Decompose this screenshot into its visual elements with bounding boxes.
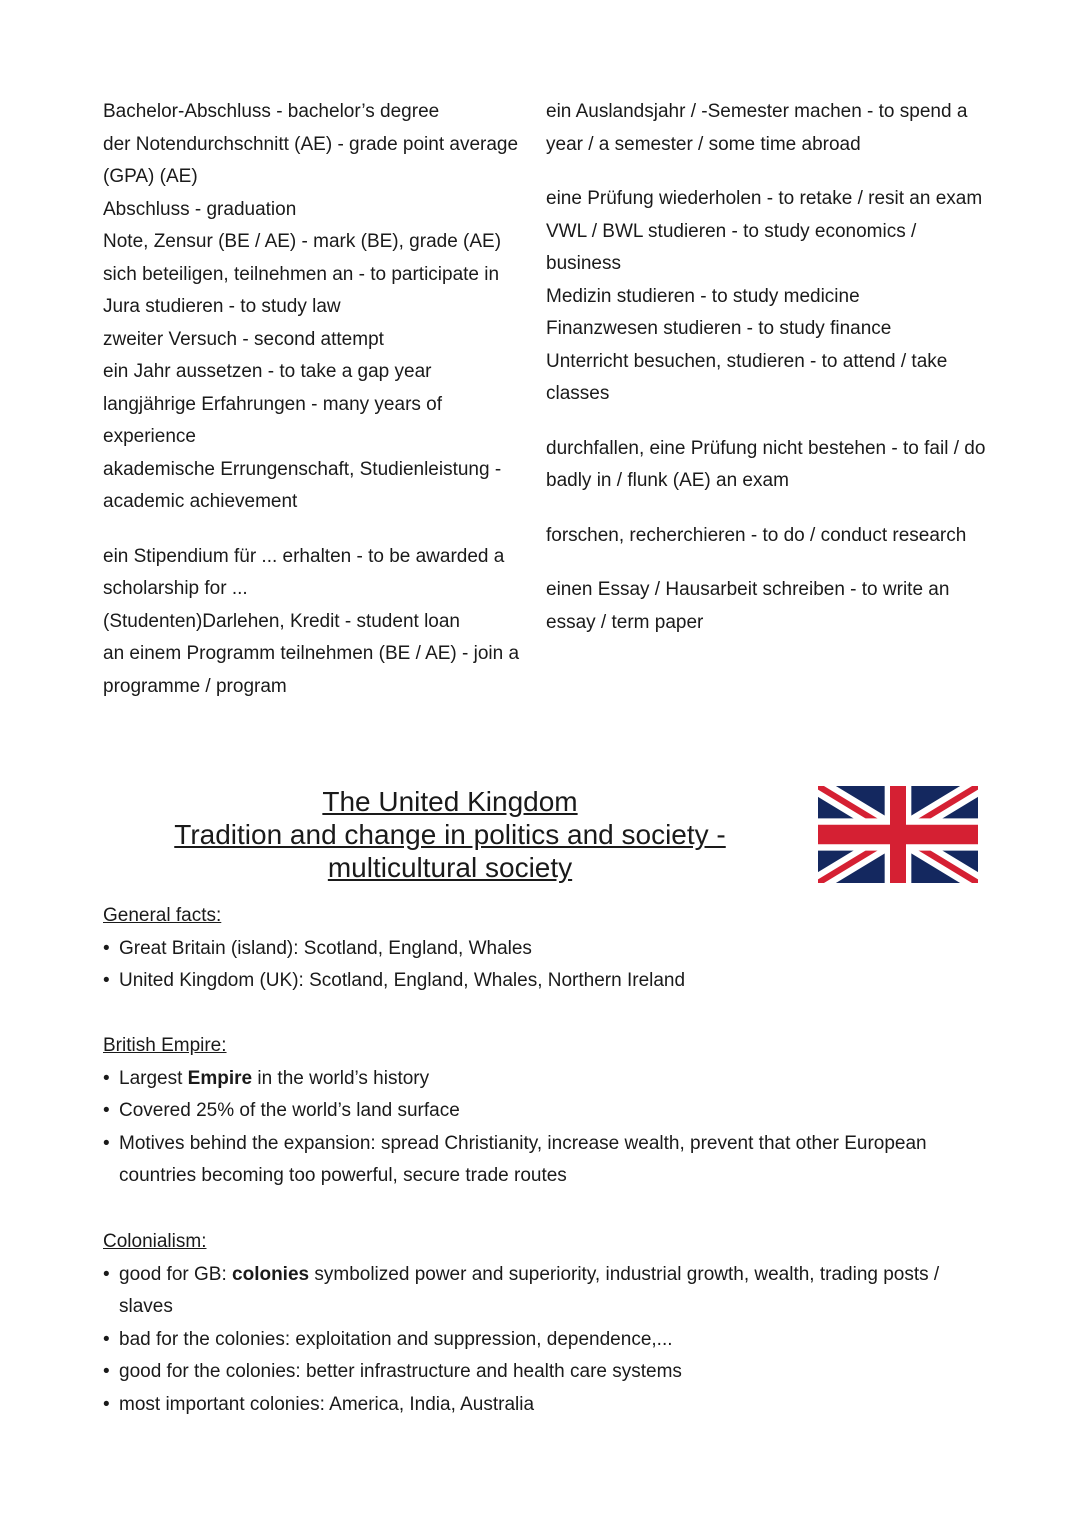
vocab-entry: Bachelor-Abschluss - bachelor’s degree bbox=[103, 101, 440, 122]
vocab-entry: Unterricht besuchen, studieren - to attend / take classes bbox=[546, 350, 948, 404]
vocab-entry: VWL / BWL studieren - to study economics / business bbox=[546, 220, 917, 274]
vocab-entry: Jura studieren - to study law bbox=[103, 296, 341, 317]
list-item: • bad for the colonies: exploitation and suppression, dependence,... bbox=[103, 1324, 993, 1357]
vocab-entry: ein Auslandsjahr / -Semester machen - to spend a year / a semester / some time abroad bbox=[546, 101, 968, 155]
list-item: • Great Britain (island): Scotland, England, Whales bbox=[103, 933, 993, 966]
vocab-entry: Medizin studieren - to study medicine bbox=[546, 285, 860, 307]
vocab-entry: Abschluss - graduation bbox=[103, 198, 297, 220]
title-line: multicultural society bbox=[327, 852, 573, 883]
vocab-group bbox=[103, 96, 533, 519]
vocab-entry: an einem Programm teilnehmen (BE / AE) - join a programme / program bbox=[103, 643, 520, 697]
vocab-entry: akademische Errungenschaft, Studienleistung - academic achievement bbox=[103, 458, 502, 512]
vocab-group bbox=[546, 520, 986, 553]
text: in the world’s history bbox=[252, 1067, 430, 1089]
vocab-group bbox=[546, 96, 986, 161]
list-item: • Motives behind the expansion: spread Christianity, increase wealth, prevent that other European countries becoming too powerful, secure trade routes bbox=[103, 1128, 993, 1193]
vocab-column-left bbox=[103, 96, 533, 703]
vocab-entry: einen Essay / Hausarbeit schreiben - to write an essay / term paper bbox=[546, 579, 950, 633]
vocab-group bbox=[103, 541, 533, 704]
list-item: • most important colonies: America, India, Australia bbox=[103, 1389, 993, 1422]
section-title: British Empire: bbox=[103, 1035, 227, 1056]
list-item: • United Kingdom (UK): Scotland, England, Whales, Northern Ireland bbox=[103, 965, 993, 998]
vocab-entry: sich beteiligen, teilnehmen an - to participate in bbox=[103, 263, 500, 285]
vocab-group bbox=[546, 183, 986, 411]
general-facts-section bbox=[103, 900, 993, 998]
list-item bbox=[103, 1259, 993, 1324]
text: symbolized power and superiority, industrial growth, wealth, trading posts / slaves bbox=[119, 1263, 940, 1317]
vocab-entry: langjährige Erfahrungen - many years of experience bbox=[103, 393, 443, 447]
section-title: Colonialism: bbox=[103, 1231, 207, 1252]
vocab-entry: ein Stipendium für ... erhalten - to be awarded a scholarship for ... bbox=[103, 545, 505, 599]
title-line: The United Kingdom bbox=[322, 786, 578, 817]
colonialism-section bbox=[103, 1226, 993, 1421]
bold-term: colonies bbox=[232, 1263, 310, 1285]
vocab-entry: zweiter Versuch - second attempt bbox=[103, 328, 384, 350]
vocab-entry: eine Prüfung wiederholen - to retake / resit an exam bbox=[546, 188, 983, 209]
page-title bbox=[150, 785, 750, 884]
vocab-column-right bbox=[546, 96, 986, 639]
british-empire-section bbox=[103, 1030, 993, 1193]
vocab-entry: Finanzwesen studieren - to study finance bbox=[546, 318, 892, 339]
union-jack-flag-icon bbox=[818, 786, 978, 883]
text: Largest bbox=[119, 1067, 188, 1089]
list-item: • Covered 25% of the world’s land surface bbox=[103, 1095, 993, 1128]
vocab-entry: forschen, recherchieren - to do / conduct research bbox=[546, 524, 967, 546]
vocab-entry: (Studenten)Darlehen, Kredit - student loan bbox=[103, 610, 460, 632]
title-line: Tradition and change in politics and society - bbox=[174, 819, 726, 850]
vocab-entry: der Notendurchschnitt (AE) - grade point average (GPA) (AE) bbox=[103, 133, 519, 187]
vocab-group bbox=[546, 574, 986, 639]
section-title: General facts: bbox=[103, 905, 222, 926]
vocab-entry: durchfallen, eine Prüfung nicht bestehen - to fail / do badly in / flunk (AE) an exam bbox=[546, 437, 986, 491]
vocab-entry: ein Jahr aussetzen - to take a gap year bbox=[103, 361, 432, 382]
vocab-entry: Note, Zensur (BE / AE) - mark (BE), grade (AE) bbox=[103, 231, 502, 252]
list-item: • good for the colonies: better infrastructure and health care systems bbox=[103, 1356, 993, 1389]
text: good for GB: bbox=[119, 1263, 233, 1285]
list-item bbox=[103, 1063, 993, 1096]
vocab-group bbox=[546, 433, 986, 498]
bold-term: Empire bbox=[187, 1067, 253, 1089]
